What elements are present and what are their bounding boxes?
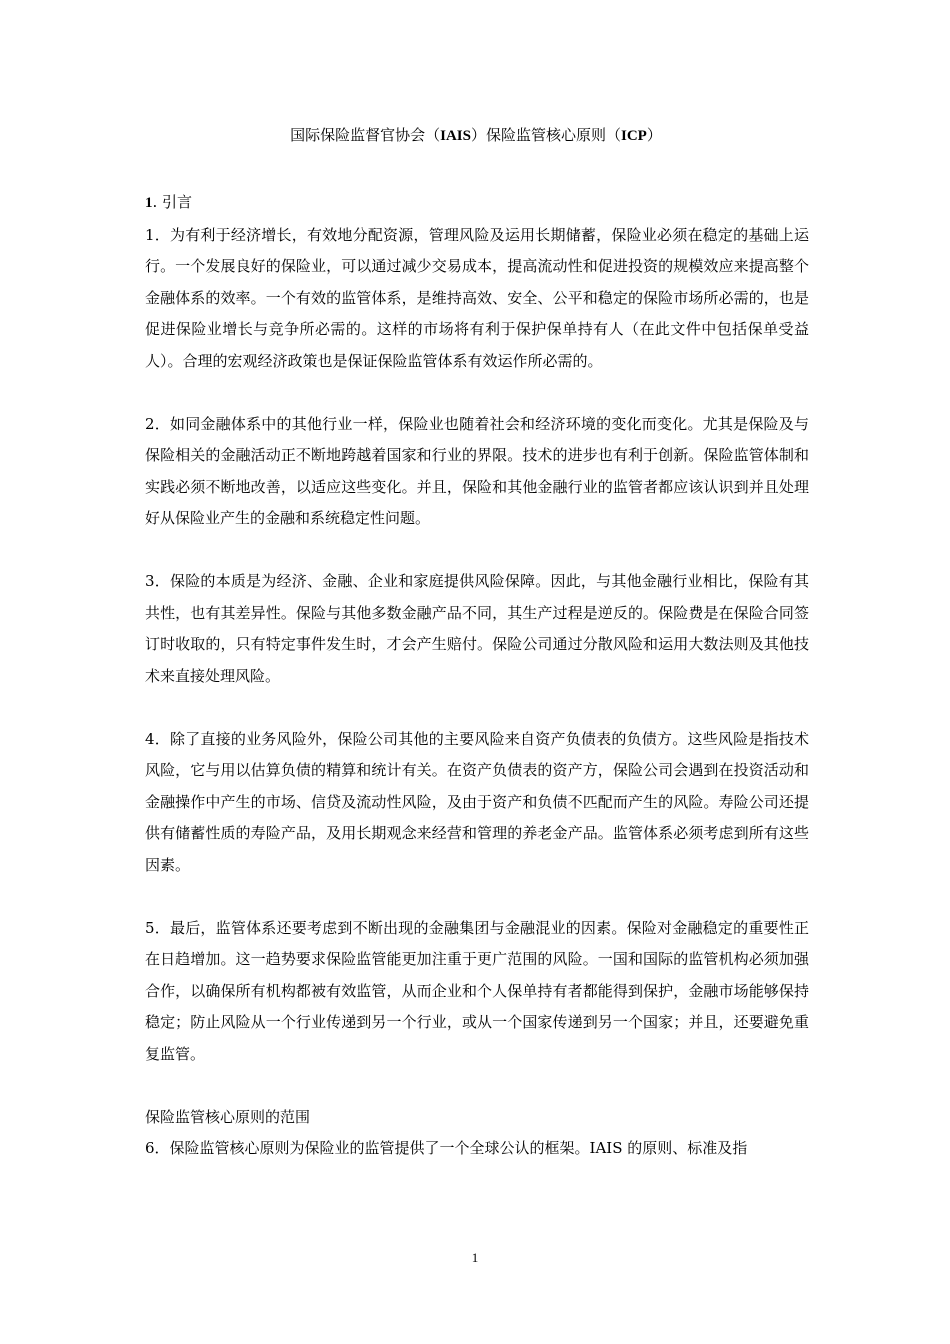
- title-text-2: ）保险监管核心原则（: [471, 126, 622, 144]
- title-text-3: ）: [646, 126, 662, 144]
- paragraph-gap: [145, 881, 809, 913]
- paragraph-gap: [145, 535, 809, 567]
- paragraph-2: 2．如同金融体系中的其他行业一样，保险业也随着社会和经济环境的变化而变化。尤其是保险及与保险相关的金融活动正不断地跨越着国家和行业的界限。技术的进步也有利于创新。保险监管体制和实践必须不断地改善，以适应这些变化。并且，保险和其他金融行业的监管者都应该认识到并且处理好从保险业产生的金融和系统稳定性问题。: [145, 414, 809, 527]
- title-acronym-iais: IAIS: [440, 128, 471, 144]
- section-heading-text: . 引言: [152, 193, 193, 211]
- paragraph-gap: [145, 692, 809, 724]
- section-heading: [145, 187, 809, 220]
- page-number: 1: [471, 1250, 479, 1265]
- document-body: [145, 187, 809, 1165]
- paragraph-1: 1．为有利于经济增长，有效地分配资源，管理风险及运用长期储蓄，保险业必须在稳定的基础上运行。一个发展良好的保险业，可以通过减少交易成本，提高流动性和促进投资的规模效应来提高整个金融体系的效率。一个有效的监管体系，是维持高效、安全、公平和稳定的保险市场所必需的，也是促进保险业增长与竞争所必需的。这样的市场将有利于保护保单持有人（在此文件中包括保单受益人）。合理的宏观经济政策也是保证保险监管体系有效运作所必需的。: [145, 225, 809, 370]
- paragraph-gap: [145, 377, 809, 409]
- paragraph-4: 4．除了直接的业务风险外，保险公司其他的主要风险来自资产负债表的负债方。这些风险是指技术风险，它与用以估算负债的精算和统计有关。在资产负债表的资产方，保险公司会遇到在投资活动和金融操作中产生的市场、信贷及流动性风险，及由于资产和负债不匹配而产生的风险。寿险公司还提供有储蓄性质的寿险产品，及用长期观念来经营和管理的养老金产品。监管体系必须考虑到所有这些因素。: [145, 729, 809, 874]
- title-acronym-icp: ICP: [621, 128, 647, 144]
- paragraph-5: 5．最后，监管体系还要考虑到不断出现的金融集团与金融混业的因素。保险对金融稳定的重要性正在日趋增加。这一趋势要求保险监管能更加注重于更广范围的风险。一国和国际的监管机构必须加强合作，以确保所有机构都被有效监管，从而企业和个人保单持有者都能得到保护，金融市场能够保持稳定；防止风险从一个行业传递到另一个行业，或从一个国家传递到另一个国家；并且，还要避免重复监管。: [145, 918, 809, 1063]
- section-heading-number: 1: [145, 195, 153, 211]
- paragraph-6: 6．保险监管核心原则为保险业的监管提供了一个全球公认的框架。IAIS 的原则、标准及指: [145, 1139, 748, 1157]
- subheading: 保险监管核心原则的范围: [145, 1107, 311, 1126]
- paragraph-gap: [145, 1070, 809, 1102]
- paragraph-3: 3．保险的本质是为经济、金融、企业和家庭提供风险保障。因此，与其他金融行业相比，保险有其共性，也有其差异性。保险与其他多数金融产品不同，其生产过程是逆反的。保险费是在保险合同签订时收取的，只有特定事件发生时，才会产生赔付。保险公司通过分散风险和运用大数法则及其他技术来直接处理风险。: [145, 572, 809, 685]
- document-title: [145, 124, 807, 147]
- title-text-1: 国际保险监督官协会（: [290, 126, 441, 144]
